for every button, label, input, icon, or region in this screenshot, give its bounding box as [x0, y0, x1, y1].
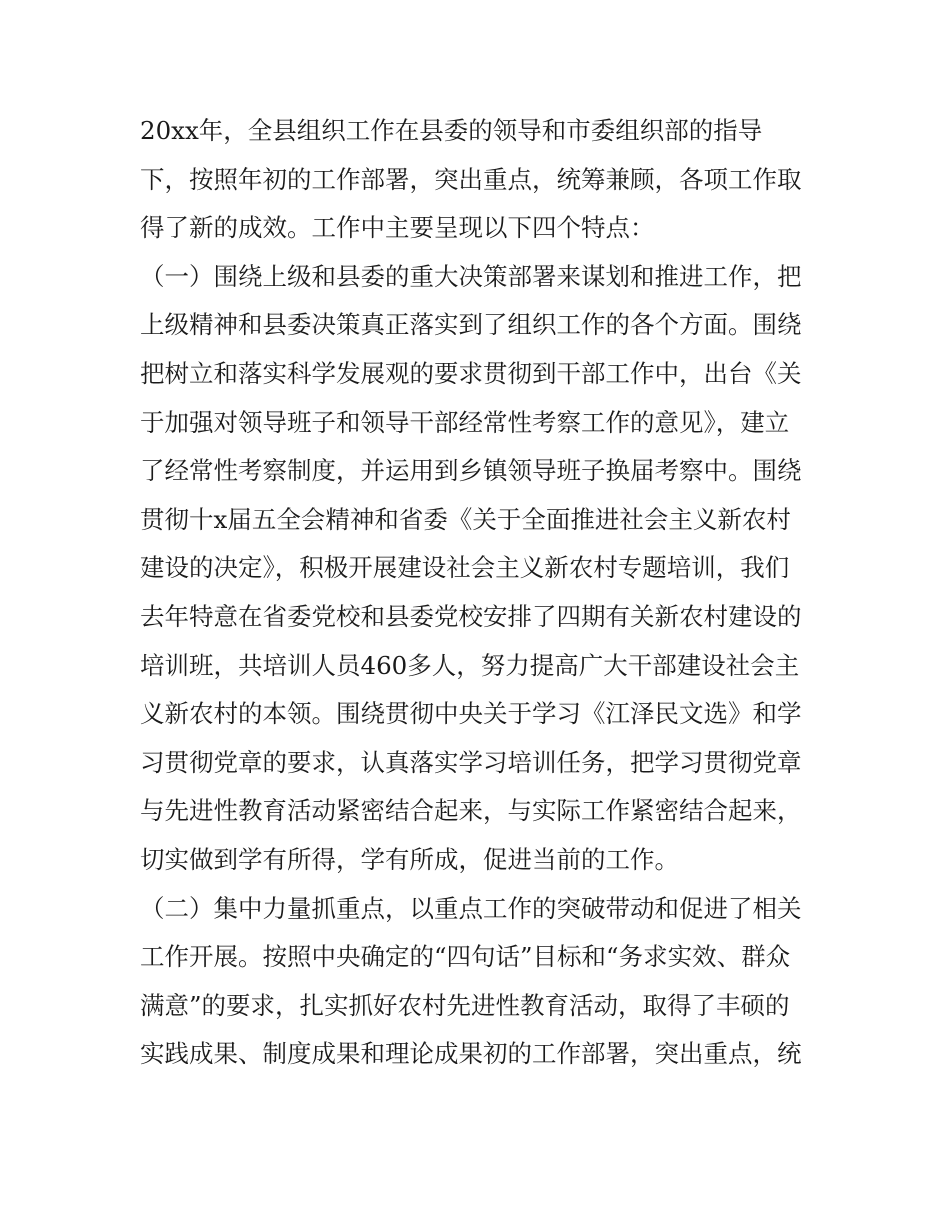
- document-body: [140, 107, 820, 1079]
- text-line: 把树立和落实科学发展观的要求贯彻到干部工作中，出台《关: [140, 358, 802, 388]
- text-line: 下，按照年初的工作部署，突出重点，统筹兼顾，各项工作取: [140, 164, 802, 194]
- text-line: 义新农村的本领。围绕贯彻中央关于学习《江泽民文选》和学: [140, 699, 802, 729]
- text-line: 实践成果、制度成果和理论成果初的工作部署，突出重点，统: [140, 1039, 802, 1069]
- text-line: 与先进性教育活动紧密结合起来，与实际工作紧密结合起来，: [140, 796, 802, 826]
- text-line: （一）围绕上级和县委的重大决策部署来谋划和推进工作，把: [140, 261, 802, 291]
- text-line: 切实做到学有所得，学有所成，促进当前的工作。: [140, 844, 679, 874]
- text-line: 习贯彻党章的要求，认真落实学习培训任务，把学习贯彻党章: [140, 747, 802, 777]
- text-line: 了经常性考察制度，并运用到乡镇领导班子换届考察中。围绕: [140, 456, 802, 486]
- text-line: 贯彻十x届五全会精神和省委《关于全面推进社会主义新农村: [140, 504, 791, 534]
- text-line: 建设的决定》，积极开展建设社会主义新农村专题培训，我们: [140, 553, 790, 583]
- text-line: （二）集中力量抓重点，以重点工作的突破带动和促进了相关: [140, 893, 802, 923]
- text-line: 工作开展。按照中央确定的“四句话”目标和“务求实效、群众: [140, 942, 791, 972]
- text-line: 于加强对领导班子和领导干部经常性考察工作的意见》，建立: [140, 407, 790, 437]
- text-line: 20xx年，全县组织工作在县委的领导和市委组织部的指导: [140, 116, 763, 145]
- text-line: 得了新的成效。工作中主要呈现以下四个特点：: [140, 213, 655, 243]
- text-line: 满意”的要求，扎实抓好农村先进性教育活动，取得了丰硕的: [140, 990, 790, 1020]
- text-line: 培训班，共培训人员460多人，努力提高广大干部建设社会主: [140, 650, 800, 680]
- text-line: 上级精神和县委决策真正落实到了组织工作的各个方面。围绕: [140, 310, 802, 340]
- text-line: 去年特意在省委党校和县委党校安排了四期有关新农村建设的: [140, 601, 802, 631]
